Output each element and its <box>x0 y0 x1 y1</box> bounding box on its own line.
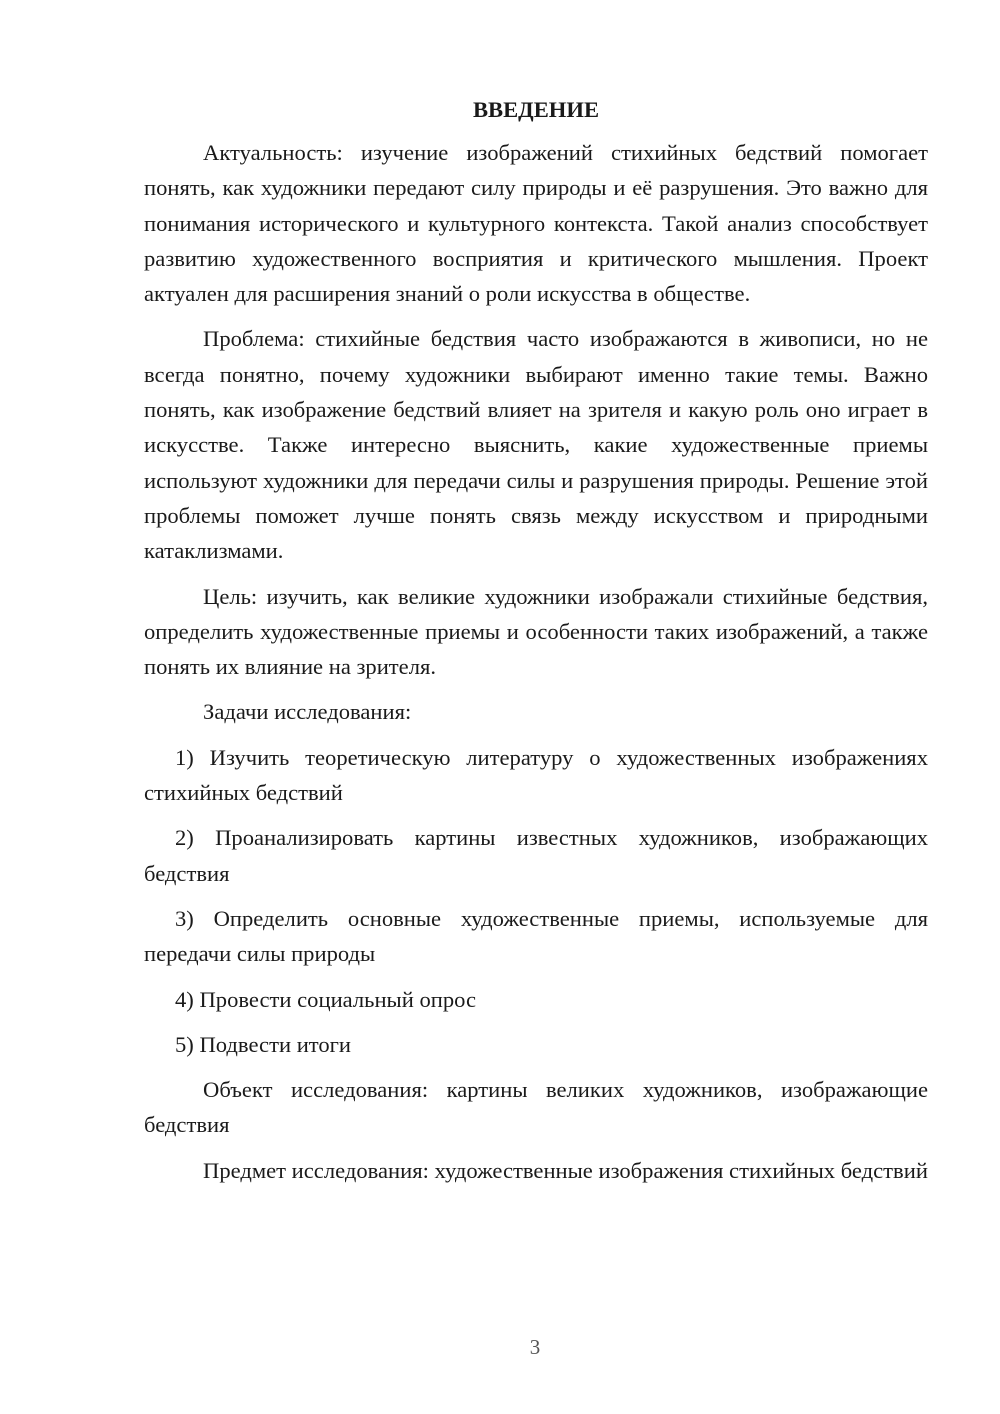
paragraph-problem: Проблема: стихийные бедствия часто изображаются в живописи, но не всегда понятно, почему художники выбирают именно такие темы. Важно понять, как изображение бедствий влияет на зрителя и какую роль оно играет в искусстве. Также интересно выяснить, какие художественные приемы используют художники для передачи силы и разрушения природы. Решение этой проблемы поможет лучше понять связь между искусством и природными катаклизмами. <box>144 326 928 564</box>
page-number: 3 <box>529 1335 541 1359</box>
task-item-3: 3) Определить основные художественные приемы, используемые для передачи силы природы <box>144 905 928 967</box>
page-title: ВВЕДЕНИЕ <box>472 97 600 122</box>
tasks-heading: Задачи исследования: <box>203 699 412 725</box>
paragraph-subject: Предмет исследования: художественные изображения стихийных бедствий <box>203 1157 928 1183</box>
task-item-4: 4) Провести социальный опрос <box>175 986 477 1012</box>
paragraph-object: Объект исследования: картины великих художников, изображающие бедствия <box>144 1077 928 1138</box>
task-item-2: 2) Проанализировать картины известных художников, изображающих бедствия <box>144 825 928 886</box>
paragraph-relevance: Актуальность: изучение изображений стихийных бедствий помогает понять, как художники передают силу природы и её разрушения. Это важно для понимания исторического и культурного контекста. Такой анализ способствует развитию художественного восприятия и критического мышления. Проект актуален для расширения знаний о роли искусства в обществе. <box>144 140 928 307</box>
paragraph-goal: Цель: изучить, как великие художники изображали стихийные бедствия, определить художественные приемы и особенности таких изображений, а также понять их влияние на зрителя. <box>144 583 928 680</box>
task-item-5: 5) Подвести итоги <box>175 1031 352 1057</box>
page-content <box>144 96 928 1188</box>
task-item-1: 1) Изучить теоретическую литературу о художественных изображениях стихийных бедствий <box>144 744 928 806</box>
